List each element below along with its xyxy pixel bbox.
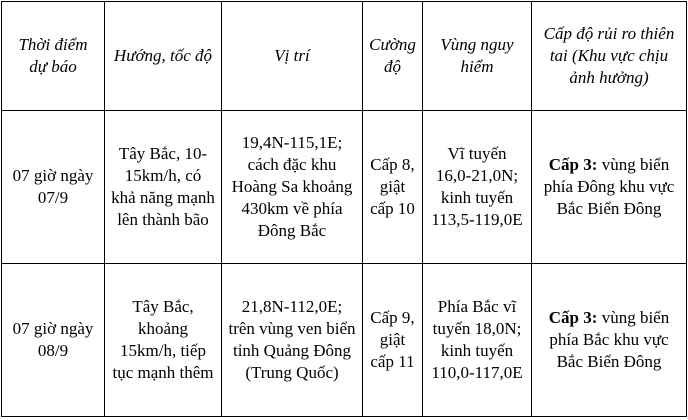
risk-level-label: Cấp 3: bbox=[548, 155, 598, 174]
cell-direction: Tây Bắc, khoảng 15km/h, tiếp tục mạnh thêm bbox=[105, 264, 222, 417]
table-row bbox=[2, 264, 687, 417]
table-row bbox=[2, 111, 687, 264]
header-row bbox=[2, 2, 687, 111]
cell-time: 07 giờ ngày 07/9 bbox=[2, 111, 105, 264]
header-risk-level: Cấp độ rủi ro thiên tai (Khu vực chịu ảnh hưởng) bbox=[532, 2, 687, 111]
cell-position: 21,8N-112,0E; trên vùng ven biển tỉnh Quảng Đông (Trung Quốc) bbox=[222, 264, 363, 417]
header-danger-zone: Vùng nguy hiểm bbox=[423, 2, 532, 111]
forecast-table bbox=[1, 1, 687, 417]
cell-direction: Tây Bắc, 10-15km/h, có khả năng mạnh lên thành bão bbox=[105, 111, 222, 264]
header-forecast-time: Thời điểm dự báo bbox=[2, 2, 105, 111]
cell-risk bbox=[532, 264, 687, 417]
cell-position: 19,4N-115,1E; cách đặc khu Hoàng Sa khoảng 430km về phía Đông Bắc bbox=[222, 111, 363, 264]
risk-area-text: vùng biển phía Đông khu vực Bắc Biển Đông bbox=[543, 155, 675, 218]
risk-level-label: Cấp 3: bbox=[548, 308, 598, 327]
cell-intensity: Cấp 8, giật cấp 10 bbox=[363, 111, 423, 264]
cell-time: 07 giờ ngày 08/9 bbox=[2, 264, 105, 417]
cell-danger-zone: Phía Bắc vĩ tuyến 18,0N; kinh tuyến 110,0-117,0E bbox=[423, 264, 532, 417]
header-position: Vị trí bbox=[222, 2, 363, 111]
cell-intensity: Cấp 9, giật cấp 11 bbox=[363, 264, 423, 417]
header-intensity: Cường độ bbox=[363, 2, 423, 111]
cell-danger-zone: Vĩ tuyến 16,0-21,0N; kinh tuyến 113,5-119,0E bbox=[423, 111, 532, 264]
cell-risk bbox=[532, 111, 687, 264]
header-direction-speed: Hướng, tốc độ bbox=[105, 2, 222, 111]
risk-area-text: vùng biển phía Bắc khu vực Bắc Biển Đông bbox=[549, 308, 670, 371]
